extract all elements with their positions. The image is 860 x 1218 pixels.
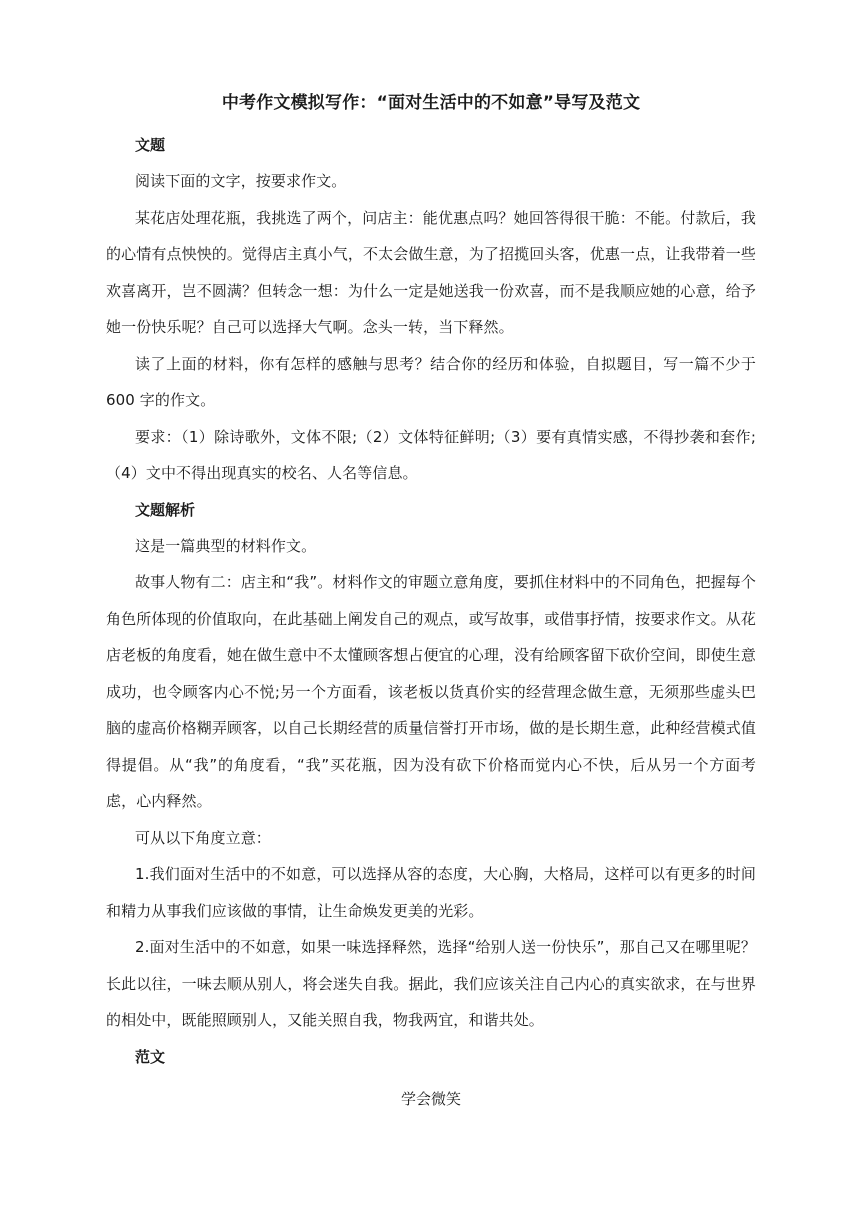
analysis-intro: 这是一篇典型的材料作文。 xyxy=(135,536,317,555)
prompt-material: 某花店处理花瓶，我挑选了两个，问店主：能优惠点吗？她回答得很干脆：不能。付款后，我的心情有点怏怏的。觉得店主真小气，不太会做生意，为了招揽回头客，优惠一点，让我带着一些欢喜离开，岂不圆满？但转念一想：为什么一定是她送我一份欢喜，而不是我顺应她的心意，给予她一份快乐呢？自己可以选择大气啊。念头一转，当下释然。 xyxy=(106,208,756,336)
sample-heading: 范文 xyxy=(135,1047,166,1066)
analysis-angles-lead: 可从以下角度立意： xyxy=(135,828,271,847)
analysis-section xyxy=(106,492,756,1039)
analysis-angle-2: 2.面对生活中的不如意，如果一味选择释然，选择“给别人送一份快乐”，那自己又在哪里呢？长此以往，一味去顺从别人，将会迷失自我。据此，我们应该关注自己内心的真实欲求，在与世界的相处中，既能照顾别人，又能关照自我，物我两宜，和谐共处。 xyxy=(106,938,756,1029)
analysis-characters: 故事人物有二：店主和“我”。材料作文的审题立意角度，要抓住材料中的不同角色，把握每个角色所体现的价值取向，在此基础上阐发自己的观点，或写故事，或借事抒情，按要求作文。从花店老板的角度看，她在做生意中不太懂顾客想占便宜的心理，没有给顾客留下砍价空间，即使生意成功，也令顾客内心不悦;另一个方面看，该老板以货真价实的经营理念做生意，无须那些虚头巴脑的虚高价格糊弄顾客，以自己长期经营的质量信誉打开市场，做的是长期生意，此种经营模式值得提倡。从“我”的角度看，“我”买花瓶，因为没有砍下价格而觉内心不快，后从另一个方面考虑，心内释然。 xyxy=(106,573,756,810)
prompt-heading: 文题 xyxy=(135,136,166,154)
prompt-section xyxy=(106,127,756,492)
prompt-requirements: 要求：（1）除诗歌外，文体不限;（2）文体特征鲜明;（3）要有真情实感，不得抄袭和套作;（4）文中不得出现真实的校名、人名等信息。 xyxy=(106,427,756,482)
document-title: 中考作文模拟写作：“面对生活中的不如意”导写及范文 xyxy=(221,93,641,113)
prompt-question: 读了上面的材料，你有怎样的感触与思考？结合你的经历和体验，自拟题目，写一篇不少于 600 字的作文。 xyxy=(106,354,756,409)
sample-essay-title: 学会微笑 xyxy=(400,1089,461,1108)
analysis-heading: 文题解析 xyxy=(135,500,196,519)
prompt-instruction: 阅读下面的文字，按要求作文。 xyxy=(135,172,347,190)
sample-section xyxy=(106,1039,756,1117)
analysis-angle-1: 1.我们面对生活中的不如意，可以选择从容的态度，大心胸，大格局，这样可以有更多的时间和精力从事我们应该做的事情，让生命焕发更美的光彩。 xyxy=(106,865,756,920)
